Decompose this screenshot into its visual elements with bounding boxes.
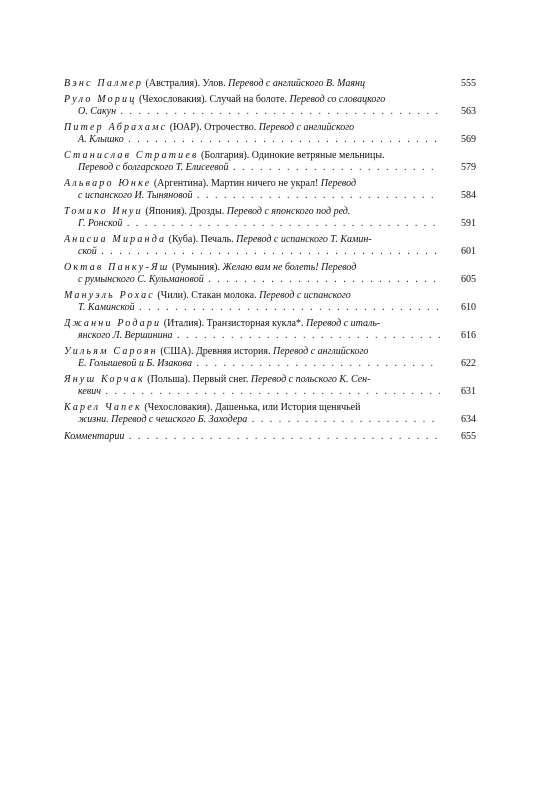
dot-leader [122, 218, 440, 229]
author-name: Томико Инуи [64, 205, 143, 217]
toc-entry-text [64, 346, 440, 371]
toc-entry [64, 262, 476, 287]
toc-entry-first-line [64, 262, 440, 275]
toc-entry-first-line [64, 374, 440, 387]
author-name: Уильям Сароян [64, 345, 158, 357]
toc-entry-last-line [64, 431, 440, 444]
toc-entry-first-line [64, 346, 440, 359]
author-name: Вэнс Палмер [64, 78, 144, 89]
entry-title: (Япония). Дрозды. [142, 205, 227, 217]
dot-leader [116, 106, 440, 117]
dot-leader [101, 386, 440, 397]
entry-title: (США). Древняя история. [157, 345, 273, 357]
toc-entry-text [64, 431, 440, 444]
commentary-label: Комментарии [64, 430, 125, 442]
table-of-contents [64, 78, 476, 443]
toc-entry-text [64, 318, 440, 343]
toc-entry [64, 234, 476, 259]
translator: с испанского И. Тыняновой [78, 190, 193, 201]
toc-entry-last-line [64, 246, 440, 259]
translator: Перевод с италь- [305, 317, 381, 329]
dot-leader [192, 358, 440, 369]
author-name: Альваро Юнке [64, 177, 152, 189]
entry-title: (Польша). Первый снег. [144, 373, 251, 385]
toc-entry-last-line [64, 386, 440, 399]
page-number: 634 [461, 414, 476, 425]
toc-entry [64, 402, 476, 427]
translator: кевич [78, 386, 101, 397]
entry-title: (Аргентина). Мартин ничего не украл! [151, 177, 321, 189]
entry-title: (Болгария). Одинокие ветряные мельницы. [198, 149, 385, 161]
author-name: Карел Чапек [64, 401, 142, 413]
author-name: Януш Корчак [64, 373, 145, 385]
toc-entry-last-line [64, 190, 440, 203]
translator: Перевод с английского В. Маянц [228, 78, 365, 89]
toc-entry-first-line [64, 178, 440, 191]
translator: с румынского С. Кульмановой [78, 274, 204, 285]
entry-title: (Чехословакия). Случай на болоте. [136, 93, 290, 105]
page-number: 569 [461, 134, 476, 145]
toc-entry-first-line [64, 206, 440, 219]
entry-title: (Австралия). Улов. [143, 78, 229, 89]
toc-entry-text [64, 178, 440, 203]
author-name: Питер Абрахамс [64, 121, 168, 133]
toc-entry-first-line [64, 150, 440, 163]
entry-title: (ЮАР). Отрочество. [167, 121, 259, 133]
translator: Перевод с английского [258, 121, 355, 133]
toc-entry-last-line [64, 134, 440, 147]
translator: Г. Ронской [78, 218, 123, 229]
toc-entry [64, 318, 476, 343]
toc-entry-last-line [64, 274, 440, 287]
translator: Т. Каминской [78, 302, 135, 313]
page-number: 601 [461, 246, 476, 257]
toc-entry-text [64, 374, 440, 399]
toc-entry-last-line [64, 302, 440, 315]
toc-entry-first-line [64, 318, 440, 331]
toc-entry-first-line [64, 78, 440, 91]
toc-entry-last-line [64, 162, 440, 175]
toc-entry-first-line [64, 234, 440, 247]
dot-leader [229, 162, 440, 173]
translator: Е. Голышевой и Б. Изакова [78, 358, 192, 369]
translator: О. Сакун [78, 106, 117, 117]
page-number: 579 [461, 162, 476, 173]
page-number: 591 [461, 218, 476, 229]
toc-entry [64, 78, 476, 91]
translator: Перевод с английского [273, 345, 369, 357]
toc-entry-text [64, 122, 440, 147]
toc-entry-text [64, 78, 440, 91]
translator: Перевод с японского под ред. [226, 205, 351, 217]
toc-entry-text [64, 402, 440, 427]
toc-entry [64, 122, 476, 147]
toc-entry [64, 290, 476, 315]
dot-leader [204, 274, 440, 285]
dot-leader [97, 246, 440, 257]
toc-entry-first-line [64, 122, 440, 135]
translator: Перевод со словацкого [289, 93, 386, 105]
author-name: Джанни Родари [64, 317, 162, 329]
page-number: 584 [461, 190, 476, 201]
translator: Перевод с польского К. Сен- [250, 373, 371, 385]
entry-title: (Румыния). [169, 261, 223, 273]
toc-entry-last-line [64, 358, 440, 371]
dot-leader [247, 414, 440, 425]
toc-entry [64, 374, 476, 399]
toc-entry-last-line [64, 414, 440, 427]
dot-leader [124, 134, 440, 145]
toc-entry [64, 178, 476, 203]
toc-entry-last-line [64, 106, 440, 119]
translator: Перевод с испанского Т. Камин- [236, 233, 372, 245]
toc-entry-text [64, 206, 440, 231]
translator: Перевод с испанского [259, 289, 351, 301]
toc-entry-text [64, 290, 440, 315]
translator: ской [78, 246, 97, 257]
author-name: Октав Панку-Яш [64, 261, 170, 273]
translator: янского Л. Вершинина [78, 330, 173, 341]
toc-entry-first-line [64, 94, 440, 107]
toc-entry-text [64, 150, 440, 175]
author-name: Анисиа Миранда [64, 233, 167, 245]
page-number: 622 [461, 358, 476, 369]
toc-entry-text [64, 234, 440, 259]
translator: А. Клышко [78, 134, 124, 145]
toc-entry [64, 206, 476, 231]
author-name: Руло Мориц [64, 93, 137, 105]
page-number: 555 [461, 78, 476, 89]
toc-entry [64, 150, 476, 175]
toc-entry [64, 94, 476, 119]
dot-leader [135, 302, 440, 313]
translator: Желаю вам не болеть! Перевод [222, 261, 357, 273]
toc-entry-last-line [64, 218, 440, 231]
page-number: 605 [461, 274, 476, 285]
translator: Перевод [320, 177, 357, 189]
author-name: Станислав Стратиев [64, 149, 199, 161]
entry-title: (Чехословакия). Дашенька, или История щенячьей [141, 401, 361, 413]
page-number: 631 [461, 386, 476, 397]
toc-entry-last-line [64, 330, 440, 343]
toc-entry-commentary [64, 431, 476, 444]
dot-leader [124, 431, 440, 442]
page-number: 610 [461, 302, 476, 313]
entry-title: (Чили). Стакан молока. [154, 289, 260, 301]
toc-entry [64, 346, 476, 371]
toc-entry-text [64, 94, 440, 119]
page-number: 616 [461, 330, 476, 341]
dot-leader [173, 330, 440, 341]
translator: жизни. Перевод с чешского Б. Заходера [78, 414, 248, 425]
toc-entry-first-line [64, 290, 440, 303]
page-number: 563 [461, 106, 476, 117]
entry-title: (Италия). Транзисторная кукла*. [161, 317, 306, 329]
author-name: Мануэль Рохас [64, 289, 155, 301]
page-number: 655 [461, 430, 476, 442]
toc-entry-text [64, 262, 440, 287]
toc-entry-first-line [64, 402, 440, 415]
entry-title: (Куба). Печаль. [166, 233, 237, 245]
translator: Перевод с болгарского Т. Елисеевой [78, 162, 229, 173]
dot-leader [192, 190, 440, 201]
